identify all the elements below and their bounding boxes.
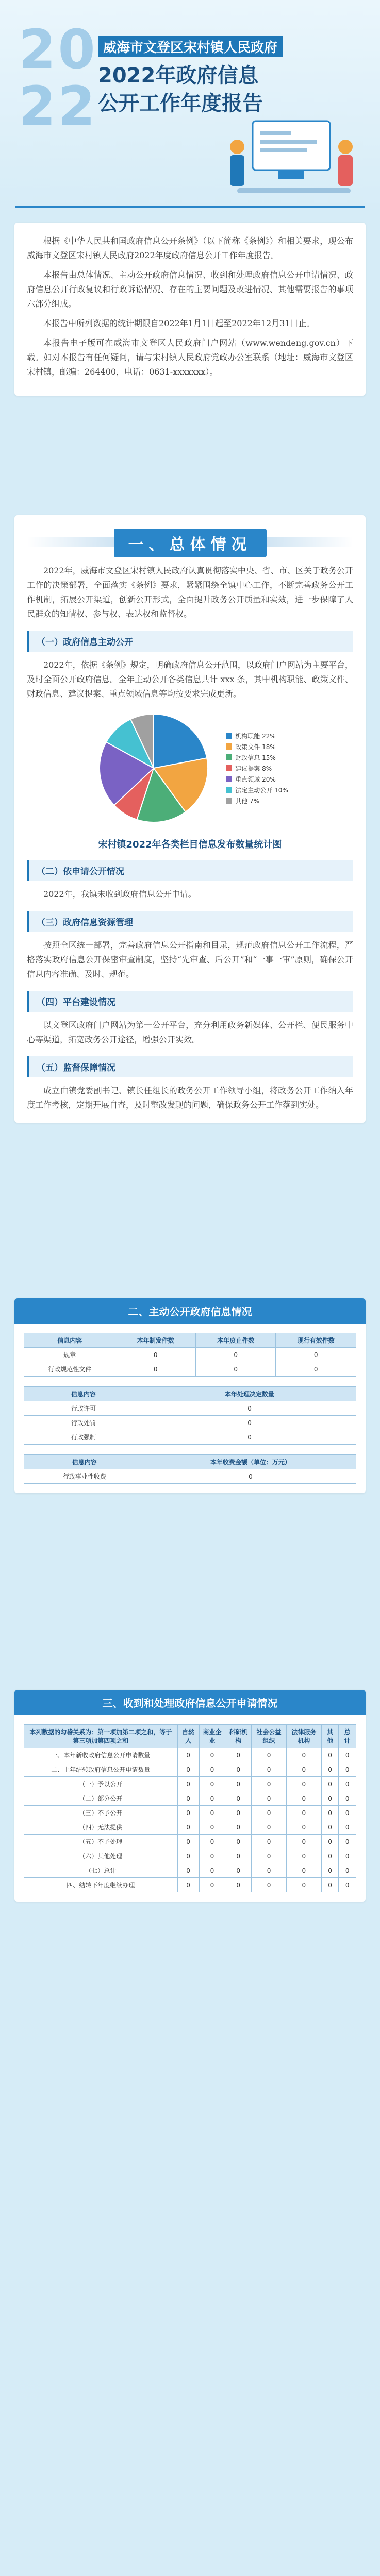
table-cell: 0 (276, 1348, 356, 1362)
table-row (24, 1806, 356, 1820)
table-header-cell: 自然人 (177, 1725, 199, 1748)
table-cell: 0 (252, 1762, 287, 1777)
subsection-heading: （五）监督保障情况 (27, 1056, 353, 1077)
table-cell: 0 (321, 1777, 339, 1791)
table-cell: （七）总计 (24, 1863, 178, 1878)
table-row (24, 1791, 356, 1806)
table-cell: 0 (225, 1791, 252, 1806)
table-row (24, 1416, 356, 1430)
table-cell: 0 (143, 1401, 356, 1416)
table-cell: 0 (321, 1791, 339, 1806)
table-cell: 0 (286, 1748, 321, 1762)
table-cell: 0 (177, 1849, 199, 1863)
table-cell: 0 (339, 1791, 356, 1806)
table-cell: 0 (177, 1791, 199, 1806)
table-row (24, 1362, 356, 1377)
legend-item (226, 786, 288, 794)
table-cell: 0 (252, 1791, 287, 1806)
report-title-line2: 公开工作年度报告 (98, 92, 263, 115)
table-cell: 0 (195, 1362, 276, 1377)
table-cell: 0 (286, 1849, 321, 1863)
legend-label: 其他 7% (235, 797, 260, 805)
table-cell: 0 (286, 1863, 321, 1878)
table-cell: 行政许可 (24, 1401, 143, 1416)
table-cell: 0 (177, 1820, 199, 1835)
table-header-cell: 信息内容 (24, 1455, 145, 1469)
section-paragraph: 以文登区政府门户网站为第一公开平台，充分利用政务新媒体、公开栏、便民服务中心等渠道，拓宽政务公开途径，增强公开实效。 (27, 1020, 353, 1044)
people-illustration-icon (217, 111, 366, 206)
table-cell: （三）不予公开 (24, 1806, 178, 1820)
table-cell: 0 (199, 1863, 225, 1878)
table-cell: 0 (252, 1777, 287, 1791)
table-cell: 0 (225, 1878, 252, 1892)
legend-swatch (226, 765, 232, 771)
chart-title: 宋村镇2022年各类栏目信息发布数量统计图 (98, 839, 282, 850)
table-cell: 0 (225, 1863, 252, 1878)
section-title: 三、收到和处理政府信息公开申请情况 (14, 1690, 366, 1715)
table-header-cell: 社会公益组织 (252, 1725, 287, 1748)
table-cell: 0 (225, 1806, 252, 1820)
legend-swatch (226, 776, 232, 782)
table-cell: 行政规范性文件 (24, 1362, 115, 1377)
table-header-cell: 本年制发件数 (115, 1333, 196, 1348)
table-cell: 0 (286, 1762, 321, 1777)
table-cell: 0 (115, 1348, 196, 1362)
table-header-cell: 总计 (339, 1725, 356, 1748)
table-cell: 0 (252, 1863, 287, 1878)
intro-paragraph: 本报告中所列数据的统计期限自2022年1月1日起至2022年12月31日止。 (43, 318, 315, 328)
table-cell: 0 (199, 1748, 225, 1762)
table-cell: 0 (339, 1835, 356, 1849)
table-header-cell: 商业企业 (199, 1725, 225, 1748)
table-cell: 0 (225, 1849, 252, 1863)
table-cell: 0 (276, 1362, 356, 1377)
table-cell: 0 (199, 1806, 225, 1820)
table-cell: 0 (199, 1820, 225, 1835)
table-row (24, 1820, 356, 1835)
section-header (27, 526, 353, 558)
section-requests (14, 1690, 366, 1902)
table-row (24, 1835, 356, 1849)
table-cell: 0 (199, 1777, 225, 1791)
table-header-cell: 本列数据的勾稽关系为：第一项加第二项之和，等于第三项加第四项之和 (24, 1725, 178, 1748)
table-cell: 0 (177, 1863, 199, 1878)
table-cell: 0 (252, 1849, 287, 1863)
table-cell: 0 (225, 1835, 252, 1849)
subsection-heading: （三）政府信息资源管理 (27, 911, 353, 932)
legend-label: 建议提案 8% (235, 765, 272, 772)
report-title-line1: 2022年政府信息 (98, 64, 259, 88)
table-cell: 0 (252, 1835, 287, 1849)
chart-legend (226, 730, 288, 807)
table-cell: 0 (199, 1835, 225, 1849)
subsection-heading: （一）政府信息主动公开 (27, 631, 353, 652)
table-cell: 0 (252, 1806, 287, 1820)
table-cell: 0 (321, 1748, 339, 1762)
table-cell: 0 (177, 1777, 199, 1791)
table-cell: 0 (225, 1762, 252, 1777)
requests-table (24, 1724, 356, 1892)
table-cell: 0 (339, 1748, 356, 1762)
legend-item (226, 753, 288, 762)
legend-label: 法定主动公开 10% (235, 786, 288, 794)
report-title (98, 62, 263, 117)
legend-label: 政策文件 18% (235, 743, 276, 751)
table-cell: 0 (177, 1835, 199, 1849)
table-cell: 0 (286, 1806, 321, 1820)
table-cell: 0 (339, 1863, 356, 1878)
table-cell: 行政强制 (24, 1430, 143, 1445)
legend-item (226, 764, 288, 773)
table-cell: 0 (339, 1762, 356, 1777)
intro-paragraph: 根据《中华人民共和国政府信息公开条例》（以下简称《条例》）和相关要求，现公布威海市文登区宋村镇人民政府2022年度政府信息公开工作年度报告。 (27, 236, 353, 260)
table-cell: 行政处罚 (24, 1416, 143, 1430)
table-cell: 一、本年新收政府信息公开申请数量 (24, 1748, 178, 1762)
subsection-heading: （二）依申请公开情况 (27, 860, 353, 881)
table-cell: （六）其他处理 (24, 1849, 178, 1863)
table-cell: 0 (321, 1820, 339, 1835)
table-cell: 0 (143, 1430, 356, 1445)
intro-paragraph: 本报告电子版可在威海市文登区人民政府门户网站（www.wendeng.gov.cn）下载。如对本报告有任何疑问，请与宋村镇人民政府党政办公室联系（地址：威海市文登区宋村镇，邮编：264400，电话：0631-xxxxxxx）。 (27, 338, 353, 377)
table-cell: （一）予以公开 (24, 1777, 178, 1791)
table-cell: 0 (199, 1849, 225, 1863)
legend-item (226, 775, 288, 784)
table-row (24, 1469, 356, 1484)
legend-swatch (226, 743, 232, 750)
legend-label: 机构职能 22% (235, 732, 276, 740)
pie-chart-area (27, 706, 353, 830)
table-cell: 0 (339, 1806, 356, 1820)
table-cell: 0 (286, 1791, 321, 1806)
legend-label: 重点领域 20% (235, 775, 276, 783)
table-cell: 0 (145, 1469, 356, 1484)
legend-swatch (226, 733, 232, 739)
table-cell: 二、上年结转政府信息公开申请数量 (24, 1762, 178, 1777)
table-cell: 0 (177, 1748, 199, 1762)
table-cell: （五）不予处理 (24, 1835, 178, 1849)
year-watermark-bottom: 22 (19, 75, 97, 138)
table-header-cell: 现行有效件数 (276, 1333, 356, 1348)
table-cell: 0 (252, 1878, 287, 1892)
table-header-cell: 其他 (321, 1725, 339, 1748)
table-cell: 行政事业性收费 (24, 1469, 145, 1484)
year-watermark-top: 20 (19, 18, 97, 81)
table-row (24, 1878, 356, 1892)
table-cell: 0 (252, 1820, 287, 1835)
table-cell: 0 (177, 1878, 199, 1892)
table-cell: 0 (225, 1777, 252, 1791)
table-cell: 0 (321, 1849, 339, 1863)
legend-label: 财政信息 15% (235, 754, 276, 761)
section-paragraph: 成立由镇党委副书记、镇长任组长的政务公开工作领导小组，将政务公开工作纳入年度工作考核，定期开展自查，及时整改发现的问题，确保政务公开工作落到实处。 (27, 1086, 353, 1110)
table-cell: （四）无法提供 (24, 1820, 178, 1835)
header-divider (15, 206, 365, 208)
report-header (0, 0, 380, 216)
table-cell: 0 (225, 1748, 252, 1762)
intro-card (14, 223, 366, 396)
table-cell: 0 (321, 1878, 339, 1892)
proactive-table (24, 1333, 356, 1377)
table-header-cell: 信息内容 (24, 1387, 143, 1401)
table-cell: 0 (115, 1362, 196, 1377)
table-row (24, 1348, 356, 1362)
section-proactive (14, 1298, 366, 1493)
table-cell: 0 (177, 1762, 199, 1777)
table-cell: 0 (225, 1820, 252, 1835)
table-cell: 0 (286, 1835, 321, 1849)
table-header-cell: 本年收费金额（单位：万元） (145, 1455, 356, 1469)
table-cell: 规章 (24, 1348, 115, 1362)
pie-chart (92, 706, 216, 830)
table-cell: 0 (143, 1416, 356, 1430)
legend-swatch (226, 798, 232, 804)
subsection-heading: （四）平台建设情况 (27, 991, 353, 1012)
table-cell: 0 (339, 1878, 356, 1892)
section-paragraph: 按照全区统一部署，完善政府信息公开指南和目录，规范政府信息公开工作流程，严格落实政府信息公开保密审查制度，坚持“先审查、后公开”和“一事一审”原则，确保公开信息内容准确、及时、规范。 (27, 940, 353, 979)
table-cell: 0 (339, 1820, 356, 1835)
table-row (24, 1748, 356, 1762)
table-cell: 0 (286, 1878, 321, 1892)
proactive-table-3 (24, 1454, 356, 1484)
table-cell: 0 (286, 1820, 321, 1835)
legend-item (226, 742, 288, 751)
intro-paragraph: 本报告由总体情况、主动公开政府信息情况、收到和处理政府信息公开申请情况、政府信息公开行政复议和行政诉讼情况、存在的主要问题及改进情况、其他需要报告的事项六部分组成。 (27, 270, 353, 309)
table-cell: 0 (199, 1762, 225, 1777)
proactive-table-2 (24, 1386, 356, 1445)
table-cell: 0 (286, 1777, 321, 1791)
table-header-cell: 科研机构 (225, 1725, 252, 1748)
table-row (24, 1863, 356, 1878)
table-cell: 0 (177, 1806, 199, 1820)
table-row (24, 1401, 356, 1416)
table-row (24, 1849, 356, 1863)
legend-item (226, 732, 288, 740)
table-cell: 0 (339, 1777, 356, 1791)
section-title: 一、总体情况 (114, 529, 267, 557)
legend-swatch (226, 754, 232, 760)
section-title: 二、主动公开政府信息情况 (14, 1298, 366, 1324)
table-cell: 0 (199, 1878, 225, 1892)
table-row (24, 1762, 356, 1777)
section-paragraph: 2022年，依据《条例》规定，明确政府信息公开范围，以政府门户网站为主要平台，及时全面公开政府信息。全年主动公开各类信息共计 xxx 条，其中机构职能、政策文件、财政信息、建议提案、重点领域信息等均按要求完成更新。 (27, 660, 353, 699)
table-header-cell: 法律服务机构 (286, 1725, 321, 1748)
table-cell: 0 (321, 1863, 339, 1878)
table-header-cell: 本年处理决定数量 (143, 1387, 356, 1401)
table-cell: 0 (339, 1849, 356, 1863)
section-paragraph: 2022年，我镇未收到政府信息公开申请。 (43, 889, 196, 899)
table-cell: 0 (321, 1835, 339, 1849)
table-cell: 0 (321, 1762, 339, 1777)
issuer-label: 威海市文登区宋村镇人民政府 (98, 36, 283, 57)
table-row (24, 1430, 356, 1445)
table-cell: 四、结转下年度继续办理 (24, 1878, 178, 1892)
table-row (24, 1777, 356, 1791)
table-cell: 0 (321, 1806, 339, 1820)
legend-swatch (226, 787, 232, 793)
table-header-cell: 本年废止件数 (195, 1333, 276, 1348)
table-cell: （二）部分公开 (24, 1791, 178, 1806)
section-paragraph: 2022年，威海市文登区宋村镇人民政府认真贯彻落实中央、省、市、区关于政务公开工作的决策部署，全面落实《条例》要求，紧紧围绕全镇中心工作，不断完善政务公开工作机制，拓展公开渠道，创新公开形式，全面提升政务公开质量和实效，进一步保障了人民群众的知情权、参与权、表达权和监督权。 (27, 566, 353, 619)
table-cell: 0 (199, 1791, 225, 1806)
section-overview (14, 515, 366, 1123)
legend-item (226, 796, 288, 805)
table-cell: 0 (195, 1348, 276, 1362)
table-cell: 0 (252, 1748, 287, 1762)
table-header-cell: 信息内容 (24, 1333, 115, 1348)
